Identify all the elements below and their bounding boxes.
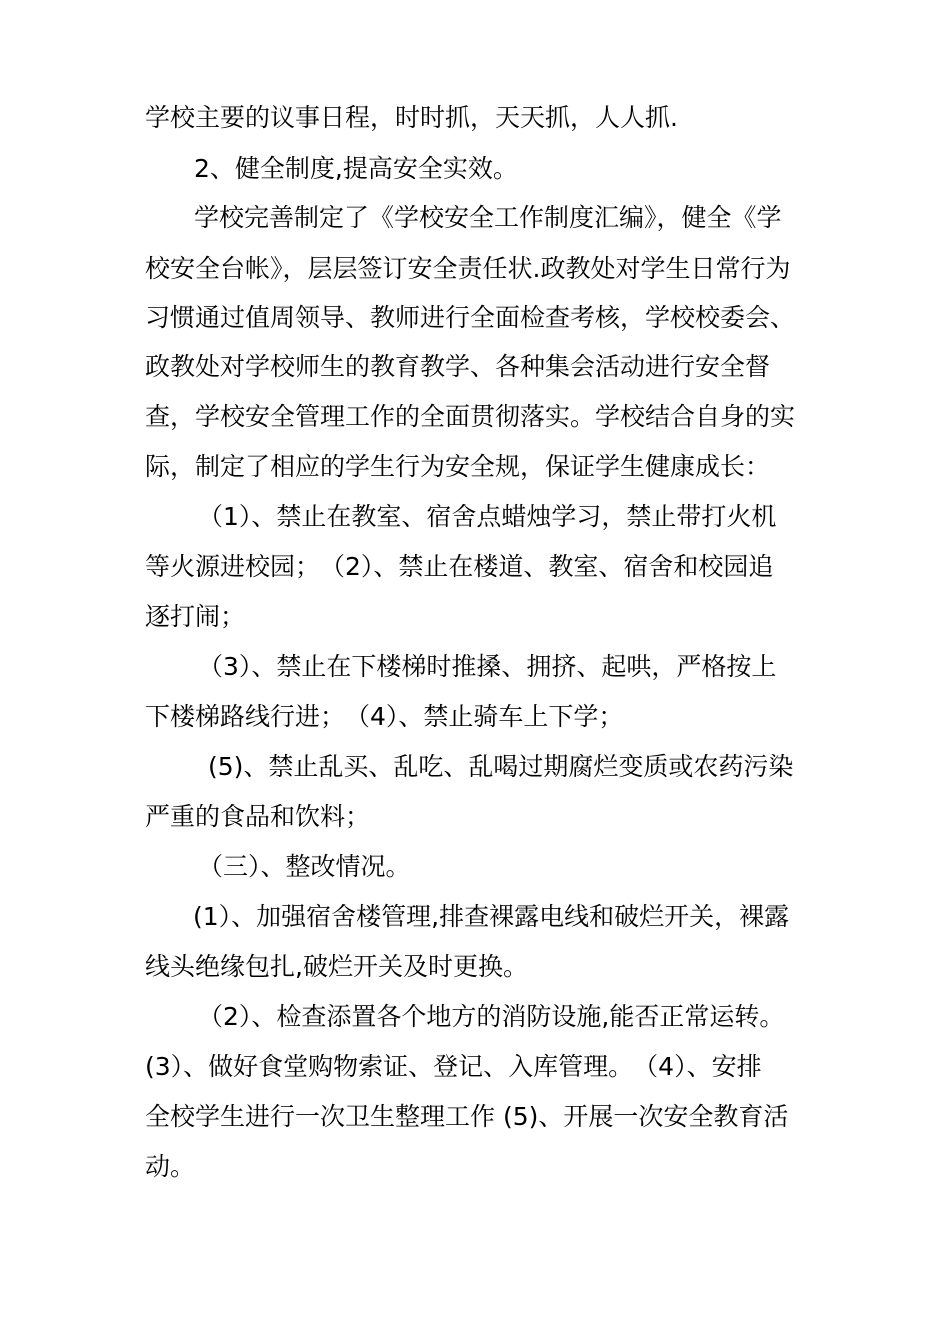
text-line: 学校完善制定了《学校安全工作制度汇编》，健全《学 xyxy=(194,203,782,232)
text-line: 校安全台帐》，层层签订安全责任状.政教处对学生日常行为 xyxy=(145,254,791,283)
rule-item: 逐打闹； xyxy=(145,602,246,631)
rule-item: （1）、禁止在教室、宿舍点蜡烛学习，禁止带打火机 xyxy=(198,502,777,531)
rectification-item: (1）、加强宿舍楼管理,排查裸露电线和破烂开关，裸露 xyxy=(193,902,790,931)
rule-item: (5)、禁止乱买、乱吃、乱喝过期腐烂变质或农药污染 xyxy=(208,752,794,781)
text-line: 习惯通过值周领导、教师进行全面检查考核，学校校委会、 xyxy=(145,303,796,332)
text-line: 际，制定了相应的学生行为安全规，保证学生健康成长： xyxy=(145,452,771,481)
text-line: 学校主要的议事日程，时时抓，天天抓，人人抓. xyxy=(145,103,678,132)
text-line: 查，学校安全管理工作的全面贯彻落实。学校结合自身的实 xyxy=(145,402,796,431)
rectification-item: 动。 xyxy=(145,1152,196,1181)
text-line: 政教处对学校师生的教育教学、各种集会活动进行安全督 xyxy=(145,352,771,381)
section-heading: （三）、整改情况。 xyxy=(198,852,411,881)
rectification-item: （2）、检查添置各个地方的消防设施,能否正常运转。 xyxy=(198,1002,785,1031)
rule-item: 严重的食品和饮料； xyxy=(145,802,371,831)
rule-item: （3）、禁止在下楼梯时推搡、拥挤、起哄，严格按上 xyxy=(198,652,777,681)
rectification-item: (3）、做好食堂购物索证、登记、入库管理。 （4）、安排 xyxy=(145,1052,762,1081)
rectification-item: 全校学生进行一次卫生整理工作 (5)、开展一次安全教育活 xyxy=(145,1102,789,1131)
rectification-item: 线头绝缘包扎,破烂开关及时更换。 xyxy=(145,952,528,981)
section-heading: 2、健全制度,提高安全实效。 xyxy=(194,154,518,183)
rule-item: 下楼梯路线行进； （4）、禁止骑车上下学； xyxy=(145,702,624,731)
rule-item: 等火源进校园； （2）、禁止在楼道、教室、宿舍和校园追 xyxy=(145,552,774,581)
